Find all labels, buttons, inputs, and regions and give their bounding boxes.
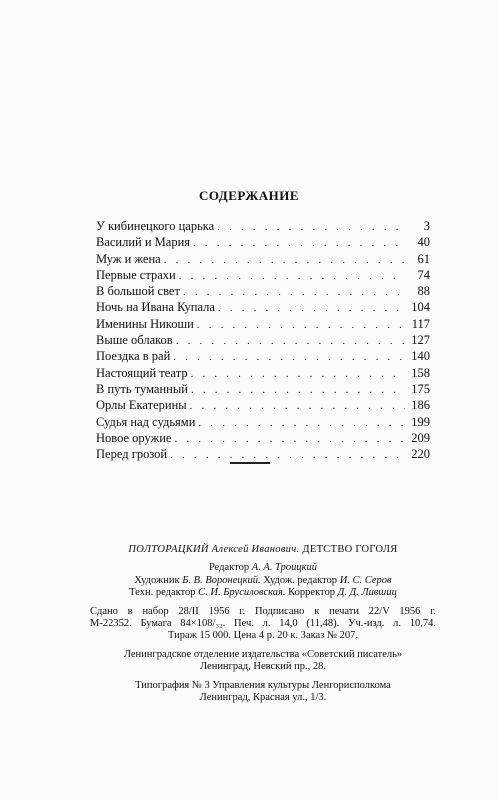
- imprint-artist: Б. В. Воронецкий.: [182, 574, 261, 586]
- toc-entry-label: Поездка в рай: [96, 349, 171, 364]
- toc-entry: [96, 381, 430, 397]
- toc-leader-dots: [198, 415, 405, 431]
- imprint-publisher: [90, 649, 436, 674]
- toc-entry-page: 127: [411, 333, 430, 348]
- imprint-block: [90, 544, 436, 710]
- imprint-author-title: [90, 544, 436, 556]
- imprint-book-title: ДЕТСТВО ГОГОЛЯ: [302, 544, 398, 555]
- toc-entry-label: Новое оружие: [96, 430, 172, 445]
- toc-entry: [96, 430, 430, 446]
- imprint-art-editor: И. С. Серов: [339, 574, 392, 586]
- toc-entry-label: Ночь на Ивана Купала: [96, 300, 215, 315]
- toc-leader-dots: [174, 431, 405, 447]
- toc-entry: [96, 283, 430, 299]
- toc-entry-label: Орлы Екатерины: [96, 398, 187, 413]
- toc-entry-page: 61: [417, 251, 430, 266]
- toc-leader-dots: [193, 235, 405, 251]
- table-of-contents: [96, 218, 430, 462]
- toc-entry-page: 3: [423, 219, 430, 233]
- imprint-print-line: Тираж 15 000. Цена 4 р. 20 к. Заказ № 207.: [168, 630, 358, 642]
- imprint-author: ПОЛТОРАЦКИЙ Алексей Иванович.: [128, 544, 300, 555]
- toc-entry-page: 186: [411, 398, 430, 413]
- toc-leader-dots: [197, 317, 405, 333]
- toc-entry-label: В путь туманный: [96, 381, 188, 396]
- toc-entry-page: 140: [411, 349, 430, 364]
- toc-entry-label: У кибинецкого царька: [96, 219, 215, 233]
- toc-entry: [96, 218, 430, 234]
- imprint-printer-line: Типография № 3 Управления культуры Ленгорисполкома: [135, 679, 391, 691]
- imprint-print-line: М-22352. Бумага 84×108/₃₂. Печ. л. 14,0 (11,48). Уч.-изд. л. 10,74.: [90, 618, 436, 630]
- toc-leader-dots: [190, 398, 405, 414]
- toc-entry-page: 40: [417, 235, 430, 250]
- toc-entry-page: 158: [411, 365, 430, 380]
- imprint-tech-line: Техн. редактор С. И. Брусиловская. Корректор Д. Д. Лившиц: [129, 587, 397, 599]
- toc-entry: [96, 397, 430, 413]
- toc-entry-page: 175: [411, 381, 430, 396]
- imprint-publisher-line: Ленинград, Невский пр., 28.: [199, 661, 326, 673]
- imprint-credits: [90, 562, 436, 599]
- toc-entry: [96, 267, 430, 283]
- toc-entry: [96, 348, 430, 364]
- toc-entry-label: В большой свет: [96, 284, 180, 299]
- toc-leader-dots: [173, 349, 405, 365]
- toc-entry-label: Василий и Мария: [96, 235, 191, 250]
- toc-leader-dots: [179, 268, 405, 284]
- imprint-editor-line: Редактор А. А. Троицкий: [208, 562, 318, 574]
- imprint-printer-line: Ленинград, Красная ул., 1/3.: [199, 692, 327, 704]
- toc-leader-dots: [191, 366, 405, 382]
- toc-entry: [96, 332, 430, 348]
- toc-leader-dots: [170, 447, 405, 463]
- toc-entry-page: 209: [411, 430, 430, 445]
- imprint-proofreader: Д. Д. Лившиц: [337, 587, 397, 599]
- imprint-tech-editor: С. И. Брусиловская.: [198, 587, 286, 599]
- toc-entry: [96, 316, 430, 332]
- toc-entry-label: Судья над судьями: [96, 414, 196, 429]
- toc-entry: [96, 414, 430, 430]
- toc-leader-dots: [218, 300, 405, 316]
- imprint-print-data: [90, 606, 436, 643]
- toc-entry-page: 220: [411, 447, 430, 462]
- toc-entry: [96, 251, 430, 267]
- toc-entry-label: Именины Никоши: [96, 316, 194, 331]
- imprint-print-line: Сдано в набор 28/II 1956 г. Подписано к печати 22/V 1956 г.: [90, 605, 436, 617]
- imprint-editor: А. А. Троицкий: [251, 562, 318, 574]
- toc-entry: [96, 234, 430, 250]
- toc-entry-page: 74: [417, 267, 430, 282]
- toc-entry: [96, 365, 430, 381]
- toc-entry-page: 104: [411, 300, 430, 315]
- toc-title: СОДЕРЖАНИЕ: [198, 188, 300, 203]
- imprint-printer: [90, 680, 436, 705]
- toc-entry-page: 199: [411, 414, 430, 429]
- toc-entry: [96, 446, 430, 462]
- toc-entry-page: 117: [411, 316, 430, 331]
- toc-entry-label: Настоящий театр: [96, 365, 188, 380]
- toc-leader-dots: [191, 382, 405, 398]
- imprint-artist-line: Художник Б. В. Воронецкий. Худож. редактор И. С. Серов: [134, 574, 392, 586]
- toc-entry: [96, 299, 430, 315]
- toc-entry-label: Первые страхи: [96, 267, 176, 282]
- section-divider: [230, 462, 270, 464]
- toc-leader-dots: [217, 219, 405, 235]
- toc-leader-dots: [176, 333, 405, 349]
- toc-entry-page: 88: [417, 284, 430, 299]
- toc-leader-dots: [183, 284, 405, 300]
- toc-leader-dots: [164, 252, 405, 268]
- toc-entry-label: Выше облаков: [96, 333, 173, 348]
- imprint-publisher-line: Ленинградское отделение издательства «Советский писатель»: [123, 648, 403, 660]
- toc-entry-label: Муж и жена: [96, 251, 161, 266]
- toc-entry-label: Перед грозой: [96, 447, 168, 462]
